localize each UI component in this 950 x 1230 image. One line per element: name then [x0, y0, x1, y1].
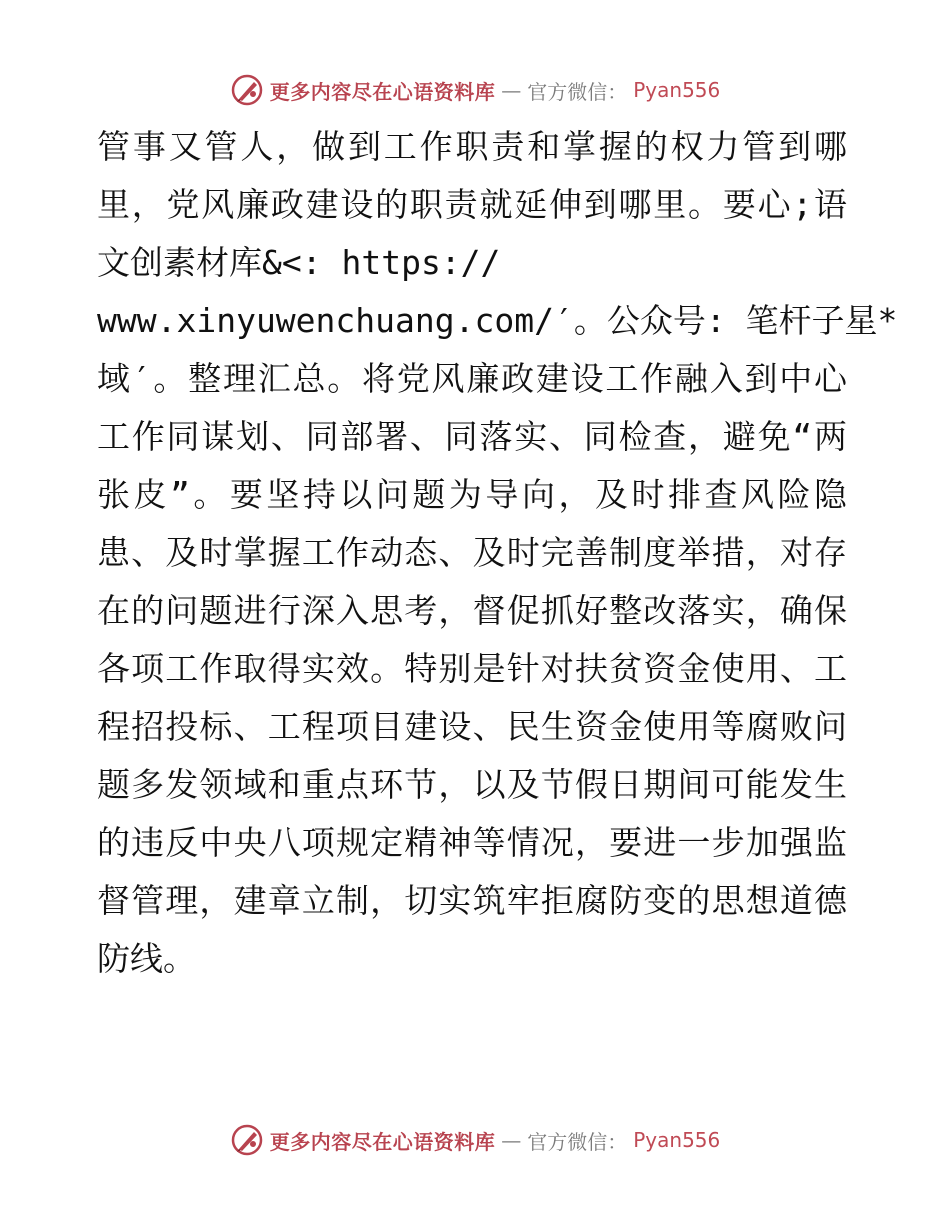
- body-line: 的违反中央八项规定精神等情况，要进一步加强监: [97, 823, 847, 862]
- quill-seal-logo-icon: [230, 1123, 264, 1157]
- footer-wechat-label: 官方微信：: [527, 1129, 628, 1154]
- header-banner: [0, 70, 950, 110]
- body-line: 文创素材库&<: https://: [97, 243, 501, 282]
- footer-wechat-id: Pyan556: [633, 1128, 721, 1152]
- body-line: 里，党风廉政建设的职责就延伸到哪里。要心;语: [97, 185, 847, 224]
- body-line: 患、及时掌握工作动态、及时完善制度举措，对存: [97, 533, 847, 572]
- footer-banner: [0, 1120, 950, 1160]
- header-wechat-id: Pyan556: [633, 78, 721, 102]
- body-line: www.xinyuwenchuang.com/′。公众号: 笔杆子星*: [97, 301, 898, 340]
- body-line: 张皮”。要坚持以问题为导向，及时排查风险隐: [97, 475, 847, 514]
- header-dash: —: [501, 78, 522, 102]
- header-wechat-label: 官方微信：: [527, 79, 628, 104]
- body-line: 工作同谋划、同部署、同落实、同检查，避免“两: [97, 417, 847, 456]
- header-brand-text: 更多内容尽在心语资料库: [269, 79, 496, 104]
- body-line: 管事又管人，做到工作职责和掌握的权力管到哪: [97, 127, 847, 166]
- body-line: 题多发领域和重点环节，以及节假日期间可能发生: [97, 765, 847, 804]
- footer-brand-text: 更多内容尽在心语资料库: [269, 1129, 496, 1154]
- body-line: 程招投标、工程项目建设、民生资金使用等腐败问: [97, 707, 847, 746]
- body-line: 各项工作取得实效。特别是针对扶贫资金使用、工: [97, 649, 847, 688]
- body-line: 在的问题进行深入思考，督促抓好整改落实，确保: [97, 591, 847, 630]
- document-body: [97, 118, 898, 988]
- footer-dash: —: [501, 1128, 522, 1152]
- body-line: 防线。: [97, 939, 196, 978]
- quill-seal-logo-icon: [230, 73, 264, 107]
- body-line: 域′。整理汇总。将党风廉政建设工作融入到中心: [97, 359, 847, 398]
- body-line: 督管理，建章立制，切实筑牢拒腐防变的思想道德: [97, 881, 847, 920]
